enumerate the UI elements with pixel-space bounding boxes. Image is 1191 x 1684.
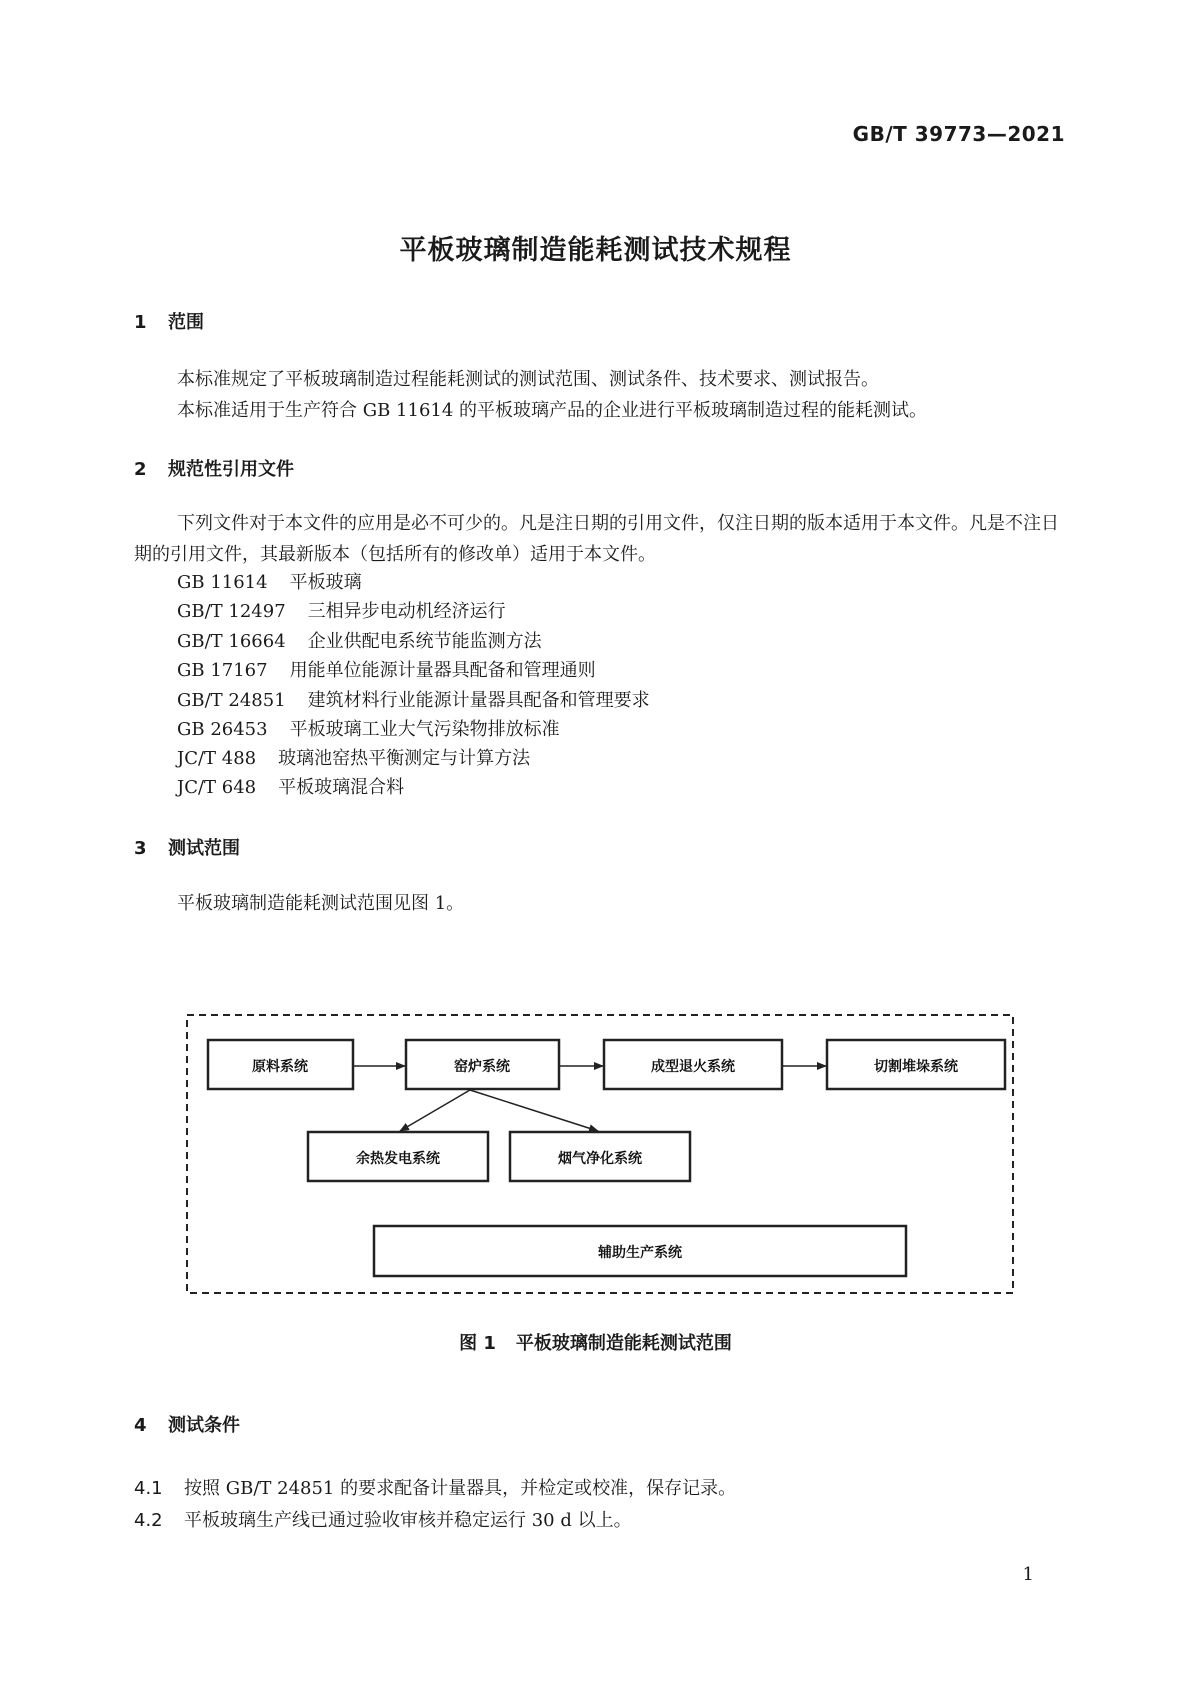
section-4-heading [134,1411,240,1437]
label-cutting-stacking-system: 切割堆垛系统 [874,1059,958,1075]
reference-code: JC/T 488 [177,748,257,769]
clause-text: 按照 GB/T 24851 的要求配备计量器具，并检定或校准，保存记录。 [184,1478,737,1499]
clause-4-1 [134,1474,736,1500]
figure-number: 图 1 [459,1333,496,1354]
reference-title: 平板玻璃混合料 [278,777,405,798]
test-scope-paragraph: 平板玻璃制造能耗测试范围见图 1。 [177,893,465,914]
reference-code: GB 17167 [177,660,268,681]
scope-paragraph-2: 本标准适用于生产符合 GB 11614 的平板玻璃产品的企业进行平板玻璃制造过程的能耗测试。 [177,400,928,421]
label-auxiliary-production-system: 辅助生产系统 [598,1245,682,1261]
clause-number: 4.2 [134,1510,163,1531]
reference-code: GB 11614 [177,572,268,593]
page-number: 1 [1022,1564,1034,1585]
reference-title: 三相异步电动机经济运行 [307,601,506,622]
clause-4-2 [134,1506,632,1532]
reference-code: GB/T 16664 [177,631,286,652]
section-title: 测试范围 [168,838,240,859]
section-number: 2 [134,459,147,480]
section-title: 测试条件 [168,1415,240,1436]
clause-text: 平板玻璃生产线已通过验收审核并稳定运行 30 d 以上。 [184,1510,632,1531]
document-title: 平板玻璃制造能耗测试技术规程 [399,235,792,266]
reference-code: GB/T 24851 [177,690,286,711]
label-raw-material-system: 原料系统 [252,1059,308,1075]
scope-paragraph-1: 本标准规定了平板玻璃制造过程能耗测试的测试范围、测试条件、技术要求、测试报告。 [177,369,879,390]
reference-title: 平板玻璃 [289,572,362,593]
reference-code: JC/T 648 [177,777,257,798]
label-waste-heat-power-system: 余热发电系统 [356,1151,440,1167]
reference-title: 用能单位能源计量器具配备和管理通则 [289,660,596,681]
reference-title: 平板玻璃工业大气污染物排放标准 [289,719,560,740]
figure-caption [0,1329,1191,1355]
figure-title: 平板玻璃制造能耗测试范围 [515,1333,732,1354]
section-title: 范围 [168,312,204,333]
clause-number: 4.1 [134,1478,163,1499]
standard-number: GB/T 39773—2021 [852,122,1065,146]
reference-title: 企业供配电系统节能监测方法 [307,631,542,652]
references-intro: 下列文件对于本文件的应用是必不可少的。凡是注日期的引用文件，仅注日期的版本适用于本文件。凡是不注日期的引用文件，其最新版本（包括所有的修改单）适用于本文件。 [134,513,1059,565]
reference-code: GB 26453 [177,719,268,740]
reference-title: 玻璃池窑热平衡测定与计算方法 [278,748,531,769]
label-furnace-system: 窑炉系统 [454,1059,510,1075]
section-number: 3 [134,838,147,859]
reference-code: GB/T 12497 [177,601,286,622]
label-flue-gas-purification-system: 烟气净化系统 [558,1151,642,1167]
arrow-furnace-to-waste-heat [400,1090,470,1131]
section-number: 1 [134,312,147,333]
arrow-furnace-to-flue-gas [470,1090,598,1131]
reference-title: 建筑材料行业能源计量器具配备和管理要求 [307,690,650,711]
section-title: 规范性引用文件 [168,459,294,480]
label-forming-annealing-system: 成型退火系统 [651,1059,735,1075]
section-number: 4 [134,1415,147,1436]
